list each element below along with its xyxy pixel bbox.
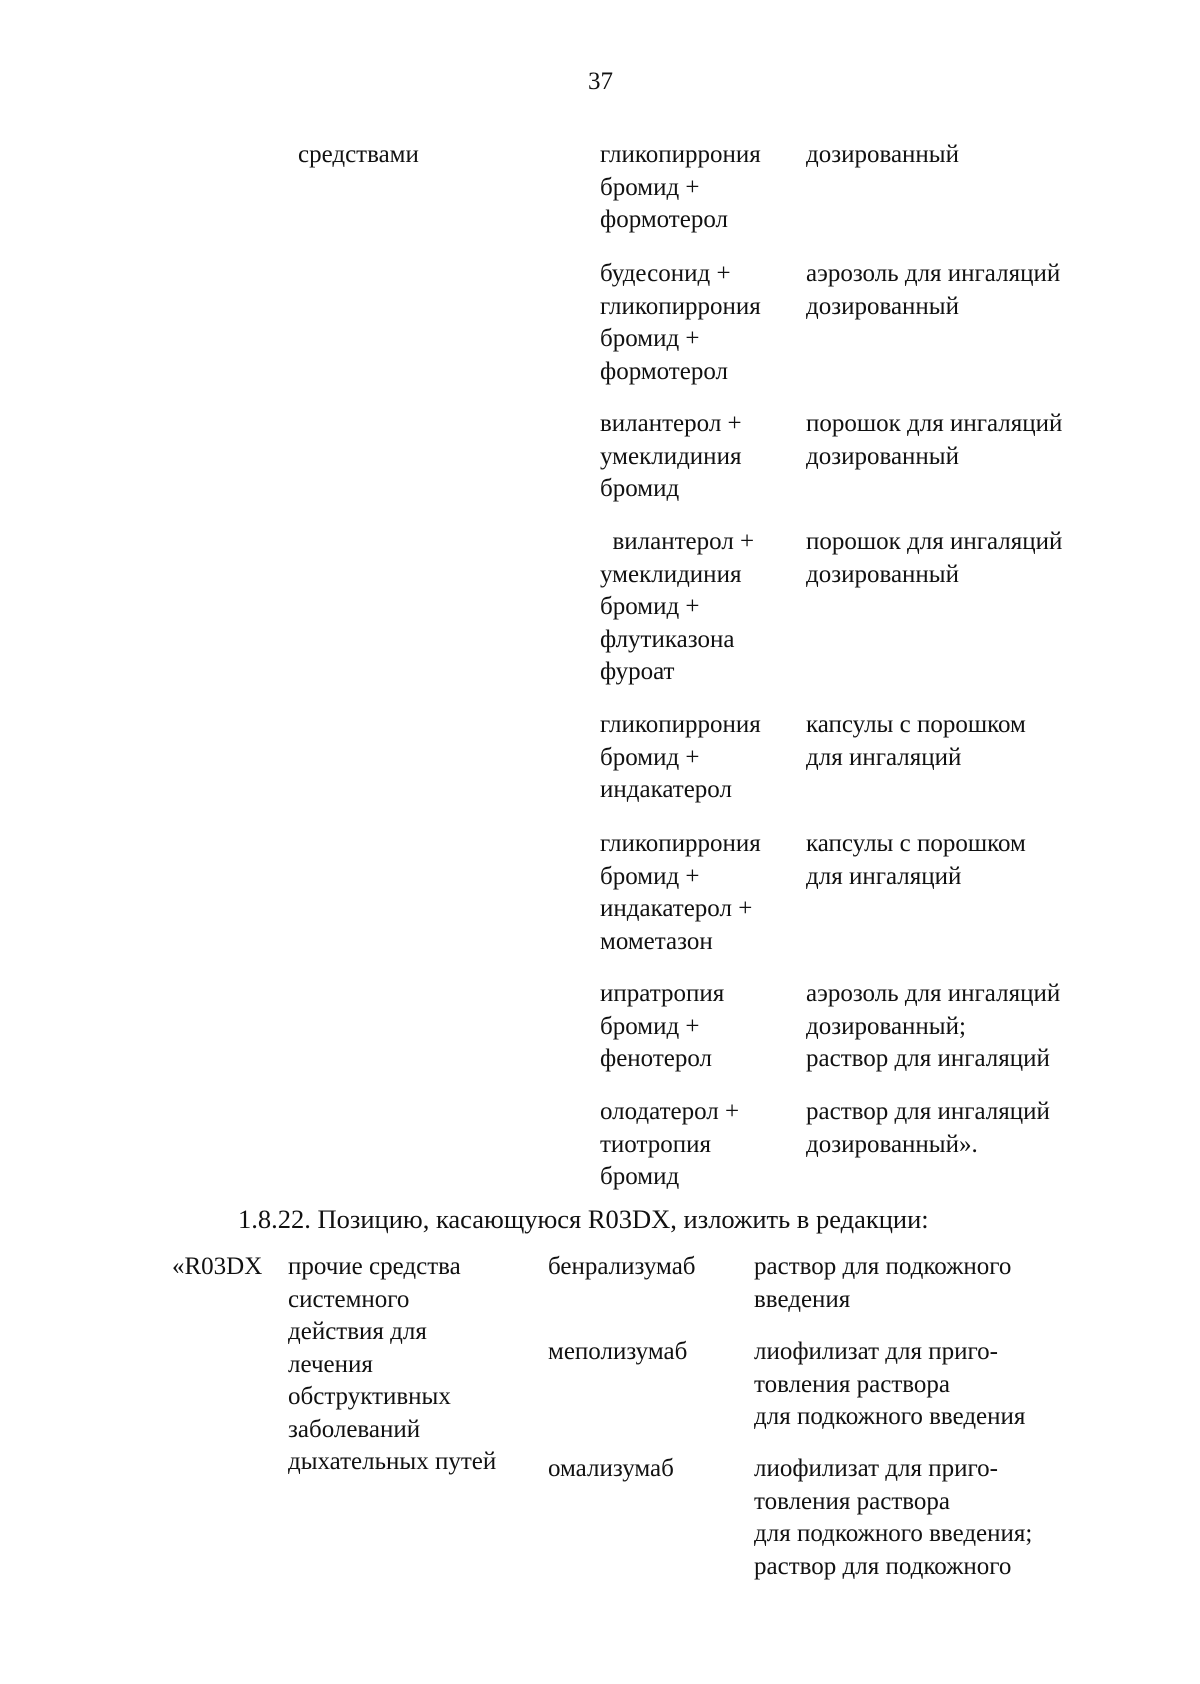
drug-name: будесонид + гликопиррония бромид + формотерол [600, 260, 761, 385]
drug-name: ипратропия бромид + фенотерол [600, 980, 725, 1072]
atc-code: «R03DX [172, 1253, 263, 1280]
drug-name: бенрализумаб [548, 1253, 696, 1280]
dosage-form: порошок для ингаляций дозированный [806, 410, 1063, 470]
dosage-form: раствор для ингаляций дозированный». [806, 1098, 1050, 1158]
page-number: 37 [588, 68, 613, 95]
dosage-form: капсулы с порошком для ингаляций [806, 711, 1026, 771]
drug-name: вилантерол + умеклидиния бромид + флутиказона фуроат [600, 528, 755, 685]
drug-name: олодатерол + тиотропия бромид [600, 1098, 740, 1190]
dosage-form: аэрозоль для ингаляций дозированный [806, 260, 1061, 320]
drug-name: меполизумаб [548, 1338, 688, 1365]
section-heading: 1.8.22. Позицию, касающуюся R03DX, изложить в редакции: [238, 1204, 929, 1234]
drug-name: гликопиррония бромид + индакатерол [600, 711, 761, 803]
dosage-form: лиофилизат для приго- товления раствора для подкожного введения [754, 1338, 1026, 1430]
dosage-form: лиофилизат для приго- товления раствора для подкожного введения; раствор для подкожного [754, 1455, 1033, 1580]
dosage-form: раствор для подкожного введения [754, 1253, 1012, 1313]
drug-name: вилантерол + умеклидиния бромид [600, 410, 742, 502]
drug-name: гликопиррония бромид + формотерол [600, 141, 761, 233]
drug-name: омализумаб [548, 1455, 674, 1482]
dosage-form: дозированный [806, 141, 959, 168]
dosage-form: порошок для ингаляций дозированный [806, 528, 1063, 588]
group-label: средствами [298, 141, 419, 168]
drug-name: гликопиррония бромид + индакатерол + мометазон [600, 830, 761, 955]
dosage-form: аэрозоль для ингаляций дозированный; раствор для ингаляций [806, 980, 1061, 1072]
group-name: прочие средства системного действия для лечения обструктивных заболеваний дыхательных путей [288, 1253, 497, 1475]
dosage-form: капсулы с порошком для ингаляций [806, 830, 1026, 890]
